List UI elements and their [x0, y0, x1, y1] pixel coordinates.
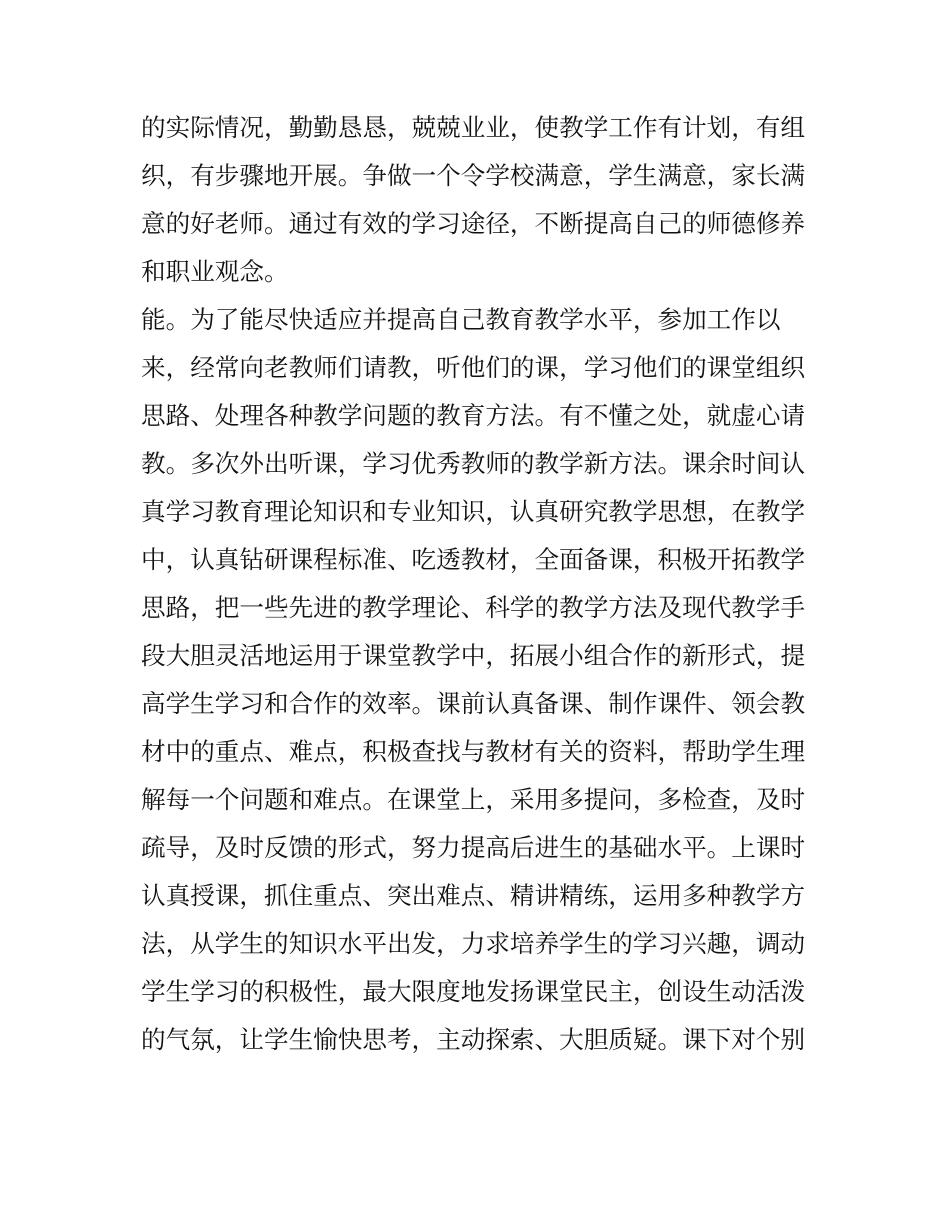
text-line: 认真授课，抓住重点、突出难点、精讲精练，运用多种教学方 [141, 881, 806, 910]
text-line: 思路、处理各种教学问题的教育方法。有不懂之处，就虚心请 [141, 401, 806, 430]
text-line: 织，有步骤地开展。争做一个令学校满意，学生满意，家长满 [141, 161, 806, 190]
text-line: 法，从学生的知识水平出发，力求培养学生的学习兴趣，调动 [141, 929, 806, 958]
text-line: 能。为了能尽快适应并提高自己教育教学水平，参加工作以 [141, 305, 781, 334]
text-line: 真学习教育理论知识和专业知识，认真研究教学思想，在教学 [141, 497, 806, 526]
text-line: 和职业观念。 [141, 257, 289, 286]
text-line: 学生学习的积极性，最大限度地发扬课堂民主，创设生动活泼 [141, 977, 806, 1006]
text-line: 来，经常向老教师们请教，听他们的课，学习他们的课堂组织 [141, 353, 806, 382]
text-line: 中，认真钻研课程标准、吃透教材，全面备课，积极开拓教学 [141, 545, 806, 574]
body-text [141, 104, 821, 1064]
text-line: 段大胆灵活地运用于课堂教学中，拓展小组合作的新形式，提 [141, 641, 806, 670]
text-line: 教。多次外出听课，学习优秀教师的教学新方法。课余时间认 [141, 449, 806, 478]
text-line: 的气氛，让学生愉快思考，主动探索、大胆质疑。课下对个别 [141, 1025, 806, 1054]
text-line: 高学生学习和合作的效率。课前认真备课、制作课件、领会教 [141, 689, 806, 718]
text-line: 意的好老师。通过有效的学习途径，不断提高自己的师德修养 [141, 209, 806, 238]
text-line: 疏导，及时反馈的形式，努力提高后进生的基础水平。上课时 [141, 833, 806, 862]
text-line: 材中的重点、难点，积极查找与教材有关的资料，帮助学生理 [141, 737, 806, 766]
text-line: 的实际情况，勤勤恳恳，兢兢业业，使教学工作有计划，有组 [141, 113, 806, 142]
text-line: 解每一个问题和难点。在课堂上，采用多提问，多检查，及时 [141, 785, 806, 814]
text-line: 思路，把一些先进的教学理论、科学的教学方法及现代教学手 [141, 593, 806, 622]
